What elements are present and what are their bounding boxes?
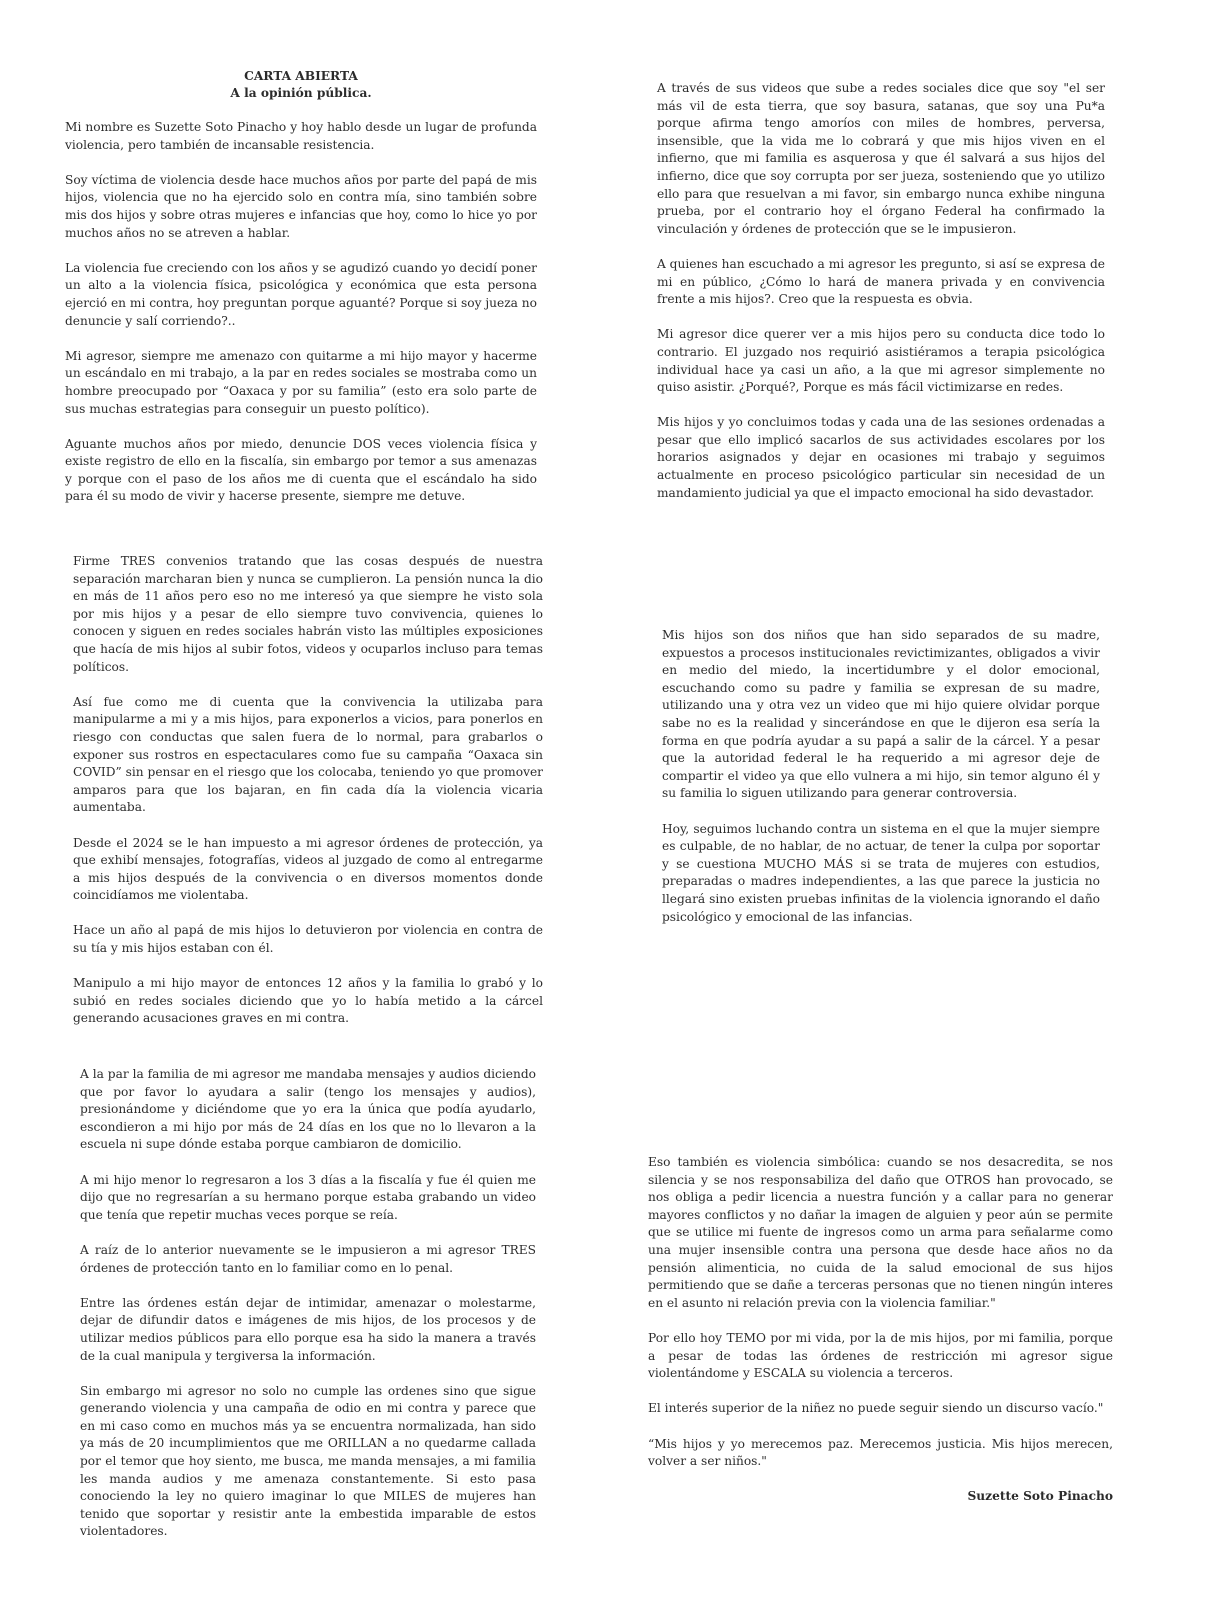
paragraph: La violencia fue creciendo con los años y se agudizó cuando yo decidí poner un alto a la violencia física, psicológica y económica que esta persona ejerció en mi contra, hoy preguntan porque aguanté? Porque si soy jueza no denuncie y salí corriendo?.. [65, 260, 537, 328]
paragraph: Mi agresor dice querer ver a mis hijos pero su conducta dice todo lo contrario. El juzgado nos requirió asistiéramos a terapia psicológica individual hace ya casi un año, a la que mi agresor simplemente no quiso asistir. ¿Porqué?, Porque es más fácil victimizarse en redes. [657, 327, 1105, 395]
paragraph: Por ello hoy TEMO por mi vida, por la de mis hijos, por mi familia, porque a pesar de todas las órdenes de restricción mi agresor sigue violentándome y ESCALA su violencia a terceros. [648, 1330, 1113, 1381]
paragraph: Soy víctima de violencia desde hace muchos años por parte del papá de mis hijos, violencia que no ha ejercido solo en contra mía, sino también sobre mis dos hijos y sobre otras mujeres e infancias que hoy, como lo hice yo por muchos años no se atreven a hablar. [65, 172, 537, 240]
page-section-2 [657, 80, 1105, 502]
paragraph: A través de sus videos que sube a redes sociales dice que soy "el ser más vil de esta tierra, que soy basura, satanas, que soy una Pu*a porque afirma tengo amoríos con miles de hombres, perversa, insensible, que la vida me lo cobrará y que mis hijos viven en el infierno, que mi familia es asquerosa y que él salvará a sus hijos del infierno, dice que soy corrupta por ser jueza, sosteniendo que yo utilizo ello para que resuelvan a mi favor, sin embargo nunca exhibe ninguna prueba, por el contrario hoy el órgano Federal ha confirmado la vinculación y órdenes de protección que se le impusieron. [657, 81, 1105, 236]
paragraph: Mis hijos son dos niños que han sido separados de su madre, expuestos a procesos institucionales revictimizantes, obligados a vivir en medio del miedo, la incertidumbre y el dolor emocional, escuchando como su padre y familia se expresan de su madre, utilizando una y otra vez un video que mi hijo quiere olvidar porque sabe no es la realidad y sincerándose en que le dijeron esa sería la forma en que podría ayudar a su papá a salir de la cárcel. Y a pesar que la autoridad federal le ha requerido a mi agresor deje de compartir el video ya que ello vulnera a mi hijo, sin temor alguno él y su familia lo siguen utilizando para generar controversia. [662, 628, 1100, 801]
signature: Suzette Soto Pinacho [967, 1489, 1113, 1504]
paragraph: Mis hijos y yo concluimos todas y cada una de las sesiones ordenadas a pesar que ello implicó sacarlos de sus actividades escolares por los horarios asignados y dejar en ocasiones mi trabajo y seguimos actualmente en proceso psicológico particular sin necesidad de un mandamiento judicial ya que el impacto emocional ha sido devastador. [657, 415, 1105, 500]
page-section-1 [65, 68, 537, 506]
page-section-5 [80, 1066, 536, 1541]
paragraph: A mi hijo menor lo regresaron a los 3 días a la fiscalía y fue él quien me dijo que no regresarían a su hermano porque estaba grabando un video que tenía que repetir muchas veces porque se reía. [80, 1172, 536, 1222]
letter-title: CARTA ABIERTA [244, 69, 358, 83]
paragraph: Eso también es violencia simbólica: cuando se nos desacredita, se nos silencia y se nos responsabiliza del daño que OTROS han provocado, se nos obliga a pedir licencia a nuestra función y a callar para no generar mayores conflictos y no dañar la imagen de alguien y peor aún se permite que se utilice mi fuente de ingresos como un arma para señalarme como una mujer insensible contra una persona que desde hace años no da pensión alimenticia, no cuida de la salud emocional de sus hijos permitiendo que se dañe a terceras personas que no tienen ningún interes en el asunto ni relación previa con la violencia familiar." [648, 1155, 1113, 1310]
paragraph: Mi nombre es Suzette Soto Pinacho y hoy hablo desde un lugar de profunda violencia, pero también de incansable resistencia. [65, 120, 537, 152]
paragraph: Hoy, seguimos luchando contra un sistema en el que la mujer siempre es culpable, de no hablar, de no actuar, de tener la culpa por soportar y se cuestiona MUCHO MÁS si se trata de mujeres con estudios, preparadas o madres independientes, a las que parece la justicia no llegará sino existen pruebas infinitas de la violencia ignorando el daño psicológico y emocional de las infancias. [662, 821, 1100, 924]
page-section-3 [73, 553, 543, 1028]
paragraph: Entre las órdenes están dejar de intimidar, amenazar o molestarme, dejar de difundir datos e imágenes de mis hijos, de los procesos y de utilizar medios públicos para ello porque esa ha sido la manera a través de la cual manipula y tergiversa la información. [80, 1295, 536, 1363]
paragraph: El interés superior de la niñez no puede seguir siendo un discurso vacío." [648, 1401, 1104, 1416]
paragraph: Desde el 2024 se le han impuesto a mi agresor órdenes de protección, ya que exhibí mensajes, fotografías, videos al juzgado de como al entregarme a mis hijos después de la convivencia o en diversos momentos donde coincidíamos me violentaba. [73, 835, 543, 903]
paragraph: A la par la familia de mi agresor me mandaba mensajes y audios diciendo que por favor lo ayudara a salir (tengo los mensajes y audios), presionándome y diciéndome que yo era la única que podía ayudarlo, escondieron a mi hijo por más de 24 días en los que no lo llevaron a la escuela ni supe dónde estaba porque cambiaron de domicilio. [80, 1067, 536, 1152]
paragraph: Manipulo a mi hijo mayor de entonces 12 años y la familia lo grabó y lo subió en redes sociales diciendo que yo lo había metido a la cárcel generando acusaciones graves en mi contra. [73, 976, 543, 1026]
paragraph: Sin embargo mi agresor no solo no cumple las ordenes sino que sigue generando violencia y una campaña de odio en mi contra y parece que en mi caso como en muchos más ya se encuentra normalizada, han sido ya más de 20 incumplimientos que me ORILLAN a no quedarme callada por el temor que hoy siento, me busca, me manda mensajes, a mi familia les manda audios y me amenaza constantemente. Si esto pasa conociendo la ley no quiero imaginar lo que MILES de mujeres han tenido que soportar y resistir ante la embestida imparable de estos violentadores. [80, 1383, 536, 1539]
letter-subtitle: A la opinión pública. [230, 86, 372, 100]
letter-heading [65, 68, 537, 102]
paragraph: A raíz de lo anterior nuevamente se le impusieron a mi agresor TRES órdenes de protección tanto en lo familiar como en lo penal. [80, 1242, 536, 1275]
page-section-4 [662, 627, 1100, 926]
paragraph: Aguante muchos años por miedo, denuncie DOS veces violencia física y existe registro de ello en la fiscalía, sin embargo por temor a sus amenazas y porque con el paso de los años me di cuenta que el escándalo ha sido para él su modo de vivir y hacerse presente, siempre me detuve. [65, 436, 537, 504]
paragraph: Así fue como me di cuenta que la convivencia la utilizaba para manipularme a mi y a mis hijos, para exponerlos a vicios, para ponerlos en riesgo con conductas que salen fuera de lo normal, para grabarlos o exponer sus rostros en espectaculares como fue su campaña “Oaxaca sin COVID” sin pensar en el riesgo que los colocaba, teniendo yo que promover amparos para que los bajaran, en fin cada día la violencia vicaria aumentaba. [73, 694, 543, 815]
paragraph: A quienes han escuchado a mi agresor les pregunto, si así se expresa de mi en público, ¿Cómo lo hará de manera privada y en convivencia frente a mis hijos?. Creo que la respuesta es obvia. [657, 256, 1105, 307]
paragraph: Firme TRES convenios tratando que las cosas después de nuestra separación marcharan bien y nunca se cumplieron. La pensión nunca la dio en más de 11 años pero eso no me interesó ya que siempre he visto sola por mis hijos y a pesar de ello siempre tuvo convivencia, quienes lo conocen y siguen en redes sociales habrán visto las múltiples exposiciones que hacía de mis hijos al subir fotos, videos y ocuparlos incluso para temas políticos. [73, 554, 543, 674]
paragraph: Hace un año al papá de mis hijos lo detuvieron por violencia en contra de su tía y mis hijos estaban con él. [73, 923, 543, 956]
page-section-6 [648, 1154, 1113, 1506]
paragraph: “Mis hijos y yo merecemos paz. Merecemos justicia. Mis hijos merecen, volver a ser niños." [648, 1436, 1113, 1469]
paragraph: Mi agresor, siempre me amenazo con quitarme a mi hijo mayor y hacerme un escándalo en mi trabajo, a la par en redes sociales se mostraba como un hombre preocupado por “Oaxaca y por su familia” (esto era solo parte de sus muchas estrategias para conseguir un puesto político). [65, 348, 537, 416]
